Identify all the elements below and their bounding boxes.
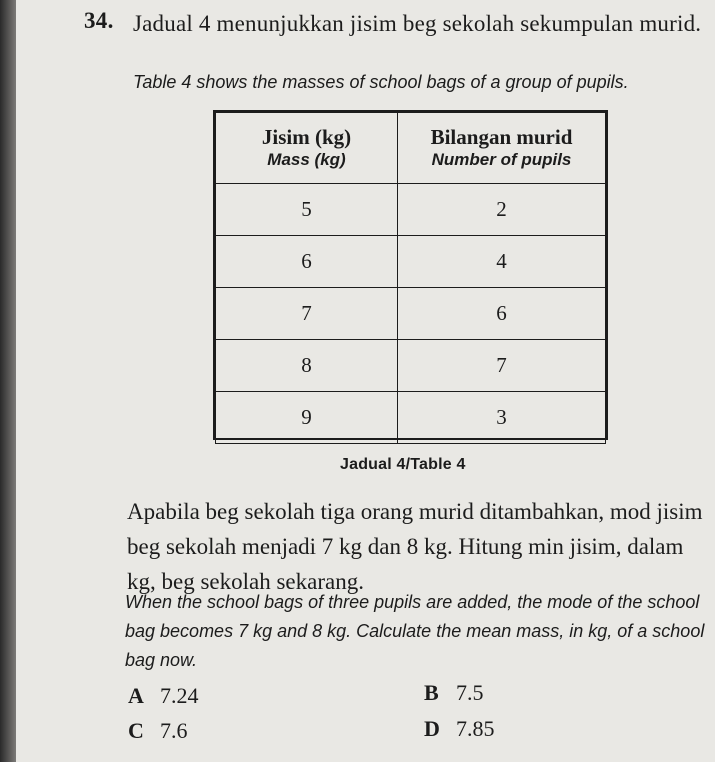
- table-row: [216, 288, 606, 340]
- cell-pupils: 4: [398, 236, 606, 288]
- header-pupils: [398, 113, 606, 184]
- option-value: 7.24: [160, 683, 199, 708]
- question-text-malay: Jadual 4 menunjukkan jisim beg sekolah sekumpulan murid.: [133, 11, 702, 36]
- option-value: 7.5: [456, 680, 484, 705]
- cell-pupils: 3: [398, 392, 606, 444]
- option-a[interactable]: [128, 683, 199, 709]
- option-letter: C: [128, 718, 144, 743]
- option-d[interactable]: [424, 716, 495, 742]
- header-mass-english: Mass (kg): [267, 150, 346, 169]
- question-number: 34.: [84, 8, 114, 33]
- table-header-row: [216, 113, 606, 184]
- cell-mass: 8: [216, 340, 398, 392]
- cell-pupils: 7: [398, 340, 606, 392]
- header-mass-malay: Jisim (kg): [261, 125, 352, 149]
- header-pupils-malay: Bilangan murid: [430, 125, 573, 149]
- cell-mass: 9: [216, 392, 398, 444]
- data-table: [213, 110, 608, 440]
- table-row: [216, 340, 606, 392]
- table-row: [216, 392, 606, 444]
- option-c[interactable]: [128, 718, 188, 744]
- header-pupils-english: Number of pupils: [431, 150, 572, 169]
- cell-pupils: 6: [398, 288, 606, 340]
- table-caption: Jadual 4/Table 4: [340, 456, 466, 473]
- table-row: [216, 184, 606, 236]
- prompt-text-malay: Apabila beg sekolah tiga orang murid ditambahkan, mod jisim beg sekolah menjadi 7 kg dan 8 kg. Hitung min jisim, dalam kg, beg sekolah sekarang.: [127, 499, 703, 594]
- option-b[interactable]: [424, 680, 484, 706]
- page-edge-shadow: [0, 0, 16, 762]
- cell-mass: 6: [216, 236, 398, 288]
- option-letter: A: [128, 683, 144, 708]
- option-value: 7.85: [456, 716, 495, 741]
- cell-mass: 7: [216, 288, 398, 340]
- prompt-text-english: When the school bags of three pupils are added, the mode of the school bag becomes 7 kg and 8 kg. Calculate the mean mass, in kg, of a school bag now.: [125, 592, 705, 670]
- cell-mass: 5: [216, 184, 398, 236]
- option-letter: D: [424, 716, 440, 741]
- option-letter: B: [424, 680, 439, 705]
- cell-pupils: 2: [398, 184, 606, 236]
- table-row: [216, 236, 606, 288]
- question-text-english: Table 4 shows the masses of school bags of a group of pupils.: [133, 72, 629, 92]
- option-value: 7.6: [160, 718, 188, 743]
- header-mass: [216, 113, 398, 184]
